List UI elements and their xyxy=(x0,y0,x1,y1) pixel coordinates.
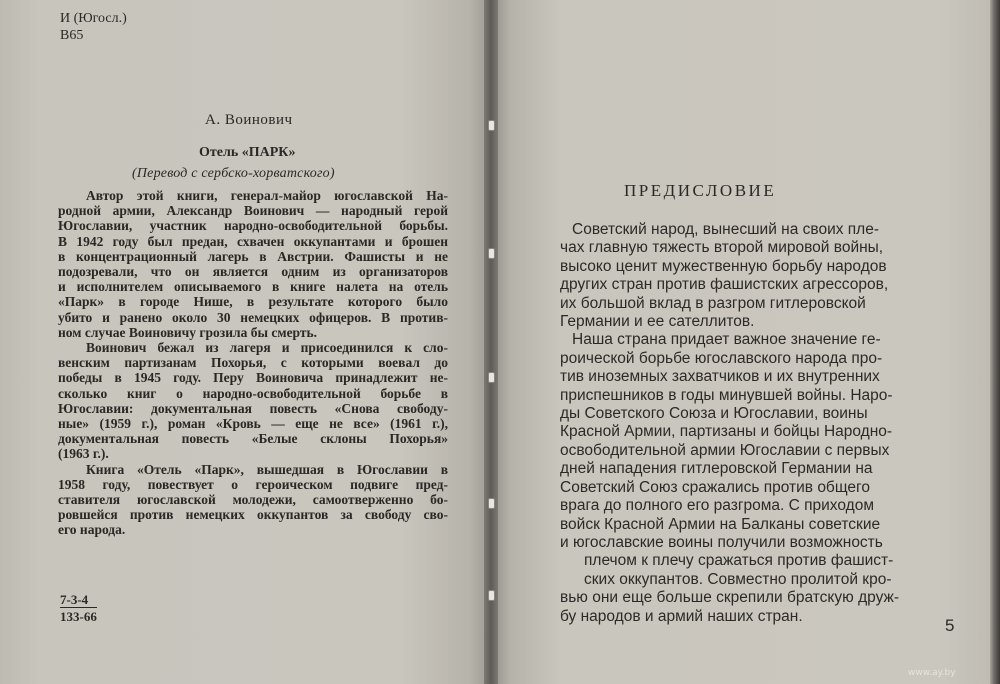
annotation-line: родной армии, Александр Воинович — народный герой xyxy=(58,203,448,219)
preface-line: роической борьбе югославского народа про- xyxy=(560,349,883,367)
annotation-line: В 1942 году был предан, схвачен оккупантами и брошен xyxy=(58,233,448,249)
annotation-line: ставителя югославской молодежи, самоотверженно бо- xyxy=(58,492,448,508)
preface-line: чах главную тяжесть второй мировой войны, xyxy=(560,239,884,257)
preface-line: вью они еще больше скрепили братскую друж- xyxy=(560,589,900,607)
binding-stitch xyxy=(488,248,495,259)
preface-line: высоко ценит мужественную борьбу народов xyxy=(560,257,887,275)
binding-stitch xyxy=(488,372,495,383)
annotation-line: убито и ранено около 30 немецких офицеров. В против- xyxy=(58,309,448,325)
book-author: А. Воинович xyxy=(205,112,293,128)
binding-stitch xyxy=(488,120,495,131)
annotation-line: «Парк» в городе Нише, в результате которого было xyxy=(58,294,448,310)
imprint-codes xyxy=(60,592,97,624)
preface-line: освободительной армии Югославии с первых xyxy=(560,441,890,459)
book-annotation xyxy=(58,188,448,538)
binding-stitch xyxy=(488,590,495,601)
preface-line: Наша страна придает важное значение ге- xyxy=(572,331,881,349)
annotation-line: в концентрационный лагерь в Австрии. Фашисты и не xyxy=(58,248,448,264)
annotation-line: сколько книг о народно-освободительной борьбе в xyxy=(58,385,448,401)
preface-line: плечом к плечу сражаться против фашист- xyxy=(584,552,894,570)
binding-stitch xyxy=(488,498,495,509)
annotation-line: Югославии: документальная повесть «Снова свободу- xyxy=(58,400,448,416)
preface-line: Советский Союз сражались против общего xyxy=(560,478,870,496)
preface-line: войск Красной Армии на Балканы советские xyxy=(560,515,881,533)
annotation-line: победы в 1945 году. Перу Воиновича принадлежит не- xyxy=(58,370,448,386)
library-classification xyxy=(60,10,127,44)
annotation-line: документальная повесть «Белые склоны Похорья» xyxy=(58,431,448,447)
preface-line: и югославские воины получили возможность xyxy=(560,533,883,551)
annotation-line: (1963 г.). xyxy=(58,446,109,462)
preface-line: Красной Армии, партизаны и бойцы Народно- xyxy=(560,423,893,441)
annotation-line: 1958 году, повествует о героическом подвиге пред- xyxy=(58,476,448,492)
annotation-line: венским партизанам Похорья, с которыми воевал до xyxy=(58,355,448,371)
preface-line: Советский народ, вынесший на своих пле- xyxy=(572,221,880,238)
preface-line: дней нападения гитлеровской Германии на xyxy=(560,460,873,478)
annotation-line: Книга «Отель «Парк», вышедшая в Югославии в xyxy=(86,461,448,477)
preface-line: приспешников в годы минувшей войны. Наро- xyxy=(560,386,893,404)
library-code-line-1: И (Югосл.) xyxy=(60,11,127,26)
preface-body xyxy=(560,221,944,626)
annotation-line: ровшейся против немецких оккупантов за свободу сво- xyxy=(58,507,448,523)
preface-heading: ПРЕДИСЛОВИЕ xyxy=(624,181,777,200)
preface-line: других стран против фашистских агрессоров, xyxy=(560,276,889,294)
library-code-line-2: В65 xyxy=(60,28,84,43)
watermark: www.ay.by xyxy=(908,668,956,678)
preface-line: их большой вклад в разгром гитлеровской xyxy=(560,294,866,312)
preface-line: бу народов и армий наших стран. xyxy=(560,607,803,625)
book-gutter xyxy=(484,0,498,684)
annotation-line: ные» (1959 г.), роман «Кровь — еще не все» (1961 г.), xyxy=(58,416,448,432)
preface-line: врага до полного его разгрома. С приходом xyxy=(560,497,874,515)
annotation-line: и исполнителем описываемого в книге налета на отель xyxy=(58,279,448,295)
annotation-line: Автор этой книги, генерал-майор югославской На- xyxy=(86,188,448,203)
right-page xyxy=(490,0,990,684)
preface-line: ды Советского Союза и Югославии, воины xyxy=(560,405,868,423)
annotation-line: ном случае Воиновичу грозила бы смерть. xyxy=(58,324,318,340)
annotation-line: подозревали, что он является одним из организаторов xyxy=(58,264,448,280)
translation-note: (Перевод с сербско-хорватского) xyxy=(132,166,335,181)
annotation-line: Воинович бежал из лагеря и присоединился к сло- xyxy=(86,340,448,356)
preface-line: тив иноземных захватчиков и их внутренних xyxy=(560,368,880,386)
imprint-code-1: 7-3-4 xyxy=(60,592,89,607)
preface-line: Германии и ее сателлитов. xyxy=(560,313,755,331)
annotation-line: Югославии, участник народно-освободительной борьбы. xyxy=(58,218,448,234)
book-title: Отель «ПАРК» xyxy=(199,145,296,160)
page-edge xyxy=(990,0,1000,684)
annotation-line: его народа. xyxy=(58,522,126,538)
imprint-code-2: 133-66 xyxy=(60,609,97,624)
preface-line: ских оккупантов. Совместно пролитой кро- xyxy=(584,570,892,588)
page-number: 5 xyxy=(945,616,955,635)
